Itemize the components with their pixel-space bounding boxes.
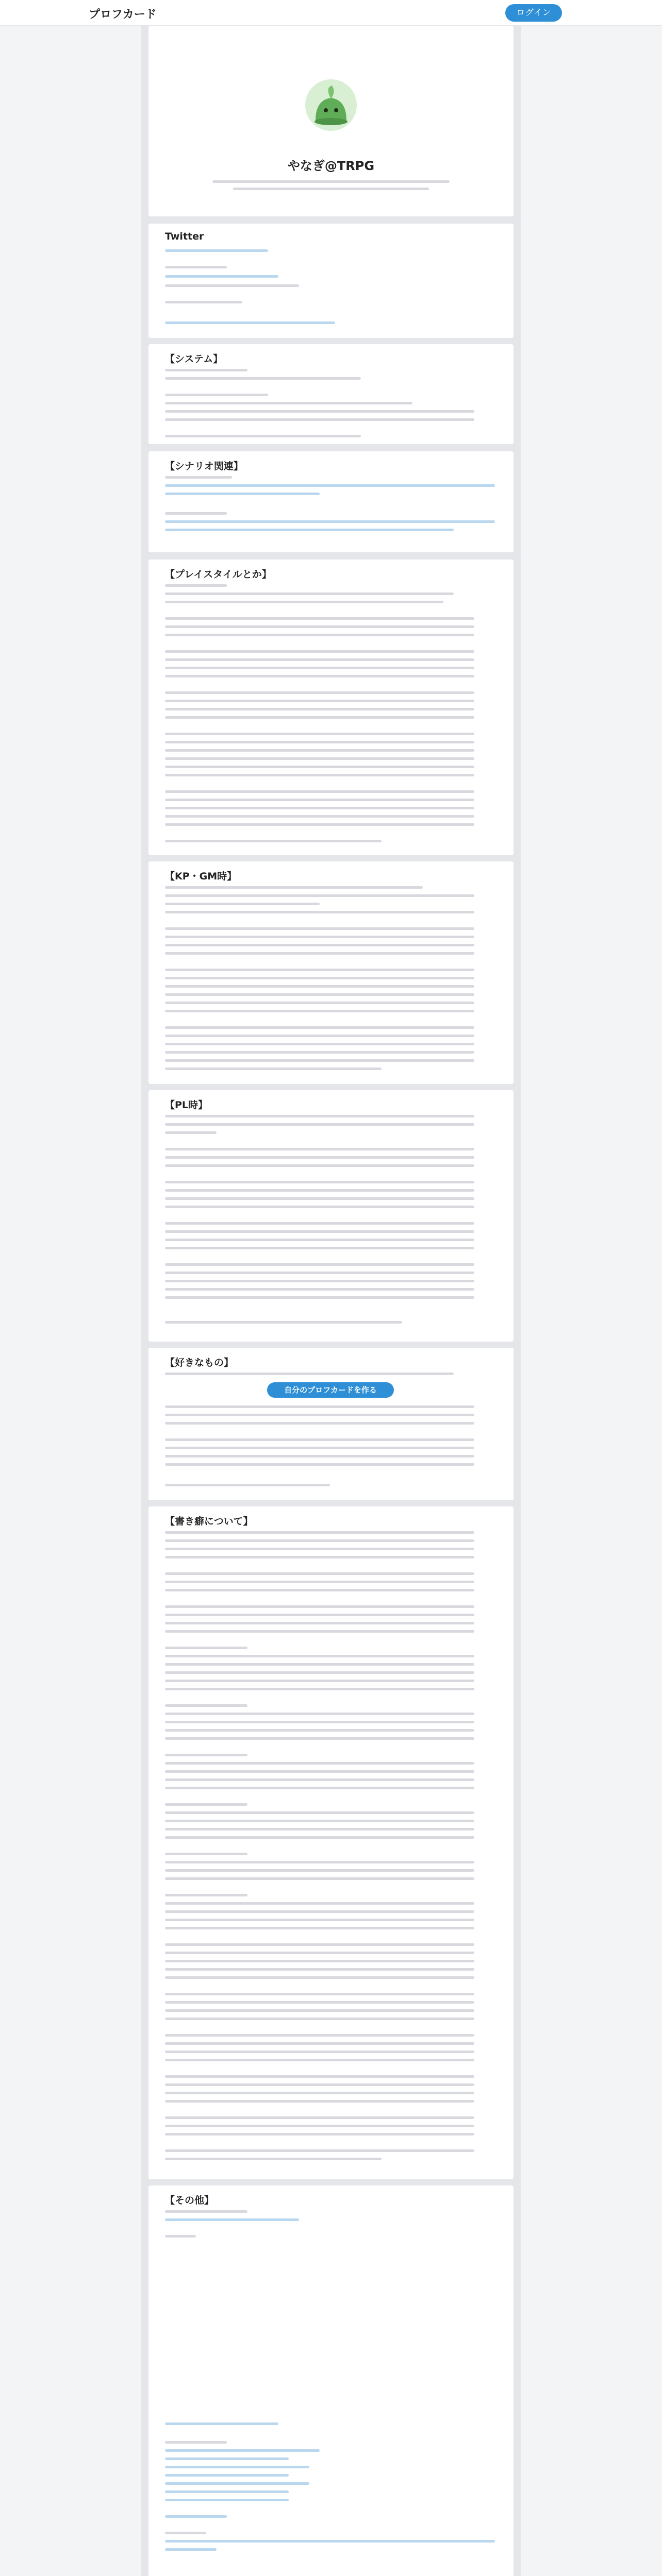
text-line: [165, 1968, 474, 1971]
text-line: [165, 592, 454, 595]
text-line: [165, 944, 474, 946]
hashtag-link[interactable]: [165, 2466, 309, 2468]
text-line: [165, 1754, 247, 1756]
text-line: [165, 1737, 474, 1740]
text-line: [165, 2034, 474, 2037]
hashtag-link[interactable]: [165, 2458, 289, 2460]
text-line: [165, 840, 382, 842]
text-line: [165, 394, 268, 396]
text-line: [165, 2210, 247, 2213]
text-line: [165, 1680, 474, 1682]
text-line: [165, 1803, 247, 1806]
text-line: [165, 1614, 474, 1616]
text-line: [165, 807, 474, 809]
text-line: [165, 1422, 474, 1425]
text-line: [165, 2100, 474, 2103]
text-line: [165, 1026, 474, 1029]
text-line: [165, 1484, 330, 1486]
hashtag-link[interactable]: [165, 2422, 278, 2425]
text-line: [165, 1181, 474, 1183]
twitter-link[interactable]: [165, 2218, 299, 2221]
text-line: [165, 1622, 474, 1624]
text-line: [165, 584, 227, 587]
text-line: [165, 2050, 474, 2053]
text-line: [165, 625, 474, 628]
text-line: [165, 1729, 474, 1732]
text-line: [165, 1910, 474, 1913]
text-line: [165, 741, 474, 743]
text-line: [165, 1770, 474, 1773]
text-line: [165, 476, 232, 479]
text-line: [165, 993, 474, 996]
text-line: [165, 1787, 474, 1789]
text-line: [165, 369, 247, 371]
hashtag-link[interactable]: [165, 2490, 289, 2493]
house-rule-link-cont[interactable]: [165, 529, 454, 531]
text-line: [165, 1222, 474, 1225]
house-rule-link[interactable]: [165, 520, 495, 523]
text-line: [165, 1189, 474, 1192]
text-line: [165, 2059, 474, 2061]
text-line: [165, 1531, 474, 1534]
text-line: [165, 1952, 474, 1954]
text-line: [165, 1704, 247, 1707]
text-line: [165, 1321, 402, 1324]
text-line: [165, 667, 474, 669]
text-line: [165, 1605, 474, 1608]
text-line: [165, 2235, 196, 2238]
text-line: [165, 1414, 474, 1416]
kp-gm-card: [148, 861, 514, 1084]
text-line: [165, 1463, 474, 1466]
text-line: [165, 977, 474, 979]
text-line: [165, 2133, 474, 2136]
text-line: [165, 402, 412, 404]
text-line: [165, 2092, 474, 2094]
text-line: [165, 634, 474, 636]
section-title-other: 【その他】: [165, 2195, 214, 2206]
external-link[interactable]: [165, 321, 335, 324]
text-line: [165, 301, 242, 303]
text-line: [165, 2009, 474, 2012]
text-line: [165, 2149, 474, 2152]
text-line: [165, 1655, 474, 1657]
likes-card: [148, 1348, 514, 1500]
section-title-playstyle: 【プレイスタイルとか】: [165, 569, 272, 580]
text-line: [165, 1239, 474, 1241]
text-line: [165, 1539, 474, 1542]
text-line: [165, 1581, 474, 1583]
text-line: [165, 617, 474, 620]
text-line: [165, 2532, 206, 2534]
text-line: [165, 377, 361, 380]
text-line: [165, 815, 474, 818]
text-line: [165, 691, 474, 694]
section-title-scenario: 【シナリオ関連】: [165, 461, 243, 472]
text-line: [165, 886, 423, 889]
notes-card: [148, 1506, 514, 2179]
hashtag-link[interactable]: [165, 2449, 320, 2452]
profile-card: [148, 26, 514, 216]
text-line: [165, 1853, 247, 1855]
twitter-link-main[interactable]: [165, 249, 268, 252]
top-bar: [0, 0, 662, 26]
text-line: [165, 284, 299, 287]
text-line: [165, 1861, 474, 1863]
avatar: [305, 79, 357, 131]
text-line: [165, 2116, 474, 2119]
section-title-likes: 【好きなもの】: [165, 1357, 234, 1368]
text-line: [165, 903, 320, 905]
text-line: [165, 1438, 474, 1441]
text-line: [165, 1059, 474, 1062]
text-line: [165, 2018, 474, 2020]
green-slime-icon: [305, 79, 357, 131]
text-line: [165, 1115, 474, 1117]
text-line: [165, 1247, 474, 1249]
text-line: [165, 985, 474, 988]
section-title-system: 【システム】: [165, 353, 223, 365]
text-line: [165, 766, 474, 768]
text-line: [165, 601, 443, 603]
text-line: [165, 1778, 474, 1781]
text-line: [165, 410, 474, 413]
text-line: [165, 1288, 474, 1291]
text-line: [165, 418, 474, 421]
text-line: [165, 1123, 474, 1126]
text-line: [165, 266, 227, 268]
profile-name: やなぎ@TRPG: [287, 159, 375, 173]
text-line: [165, 2441, 227, 2444]
text-line: [165, 799, 474, 801]
other-card: [148, 2185, 514, 2576]
text-line: [165, 1960, 474, 1962]
text-line: [165, 1051, 474, 1054]
text-line: [165, 1589, 474, 1591]
text-line: [165, 2083, 474, 2086]
section-title-notes: 【書き癖について】: [165, 1516, 253, 1527]
twitter-card: [148, 224, 514, 338]
text-line: [165, 1296, 474, 1299]
text-line: [165, 675, 474, 677]
text-line: [165, 1647, 247, 1649]
section-title-twitter: Twitter: [165, 231, 204, 242]
text-line: [165, 2001, 474, 2004]
text-line: [165, 823, 474, 826]
profile-bio-line: [233, 188, 429, 190]
text-line: [165, 1148, 474, 1150]
text-line: [165, 969, 474, 971]
text-line: [165, 911, 474, 913]
text-line: [165, 1263, 474, 1266]
pl-card: [148, 1090, 514, 1342]
text-line: [165, 1156, 474, 1159]
text-line: [165, 2042, 474, 2045]
hashtag-link[interactable]: [165, 2515, 227, 2518]
text-line: [165, 650, 474, 653]
text-line: [165, 1869, 474, 1872]
text-line: [165, 952, 474, 955]
login-button[interactable]: ログイン: [505, 4, 562, 22]
playstyle-card: [148, 560, 514, 855]
text-line: [165, 1010, 474, 1012]
scenario-card: [148, 451, 514, 552]
text-line: [165, 1688, 474, 1690]
text-line: [165, 1405, 474, 1408]
text-line: [165, 1762, 474, 1765]
text-line: [165, 927, 474, 930]
text-line: [165, 936, 474, 938]
text-line: [165, 1877, 474, 1880]
text-line: [165, 1272, 474, 1274]
text-line: [165, 1927, 474, 1929]
text-line: [165, 1164, 474, 1167]
text-line: [165, 1902, 474, 1905]
profile-column: [141, 26, 521, 2576]
text-line: [165, 1811, 474, 1814]
amazon-wishlist-link-cont[interactable]: [165, 2548, 217, 2551]
text-line: [165, 1197, 474, 1200]
text-line: [165, 512, 227, 515]
section-title-pl: 【PL時】: [165, 1099, 208, 1111]
text-line: [165, 749, 474, 752]
create-profile-card-button[interactable]: 自分のプロフカードを作る: [267, 1382, 394, 1398]
text-line: [165, 1556, 474, 1558]
text-line: [165, 1447, 474, 1449]
text-line: [165, 1572, 474, 1575]
text-line: [165, 1002, 474, 1004]
amazon-wishlist-link[interactable]: [165, 2540, 495, 2543]
hashtag-link[interactable]: [165, 2499, 289, 2501]
text-line: [165, 435, 361, 437]
text-line: [165, 1993, 474, 1995]
text-line: [165, 1820, 474, 1822]
text-line: [165, 1067, 382, 1070]
text-line: [165, 1043, 474, 1045]
text-line: [165, 716, 474, 719]
text-line: [165, 2125, 474, 2127]
text-line: [165, 1230, 474, 1233]
text-line: [165, 1663, 474, 1666]
text-line: [165, 1280, 474, 1282]
hashtag-link[interactable]: [165, 2482, 309, 2485]
text-line: [165, 733, 474, 735]
text-line: [165, 894, 474, 897]
system-card: [148, 344, 514, 444]
text-line: [165, 790, 474, 793]
text-line: [165, 1035, 474, 1037]
spreadsheet-link[interactable]: [165, 484, 495, 487]
text-line: [165, 1836, 474, 1839]
text-line: [165, 1894, 247, 1896]
text-line: [165, 708, 474, 710]
twitter-link-sub[interactable]: [165, 275, 278, 278]
text-line: [165, 1976, 474, 1979]
text-line: [165, 1455, 474, 1458]
text-line: [165, 1206, 474, 1208]
text-line: [165, 2075, 474, 2078]
spreadsheet-link-cont[interactable]: [165, 493, 320, 495]
text-line: [165, 1943, 474, 1946]
text-line: [165, 757, 474, 760]
text-line: [165, 1372, 454, 1375]
text-line: [165, 1131, 217, 1134]
text-line: [165, 1828, 474, 1831]
text-line: [165, 1548, 474, 1550]
text-line: [165, 2158, 382, 2160]
text-line: [165, 1671, 474, 1674]
profile-bio: [212, 180, 450, 183]
text-line: [165, 1919, 474, 1921]
section-title-kp-gm: 【KP・GM時】: [165, 871, 237, 882]
text-line: [165, 1721, 474, 1723]
text-line: [165, 658, 474, 661]
hashtag-link[interactable]: [165, 2474, 289, 2477]
app-title: プロフカード: [89, 8, 157, 21]
text-line: [165, 774, 474, 776]
text-line: [165, 1713, 474, 1715]
text-line: [165, 700, 474, 702]
text-line: [165, 1630, 474, 1633]
